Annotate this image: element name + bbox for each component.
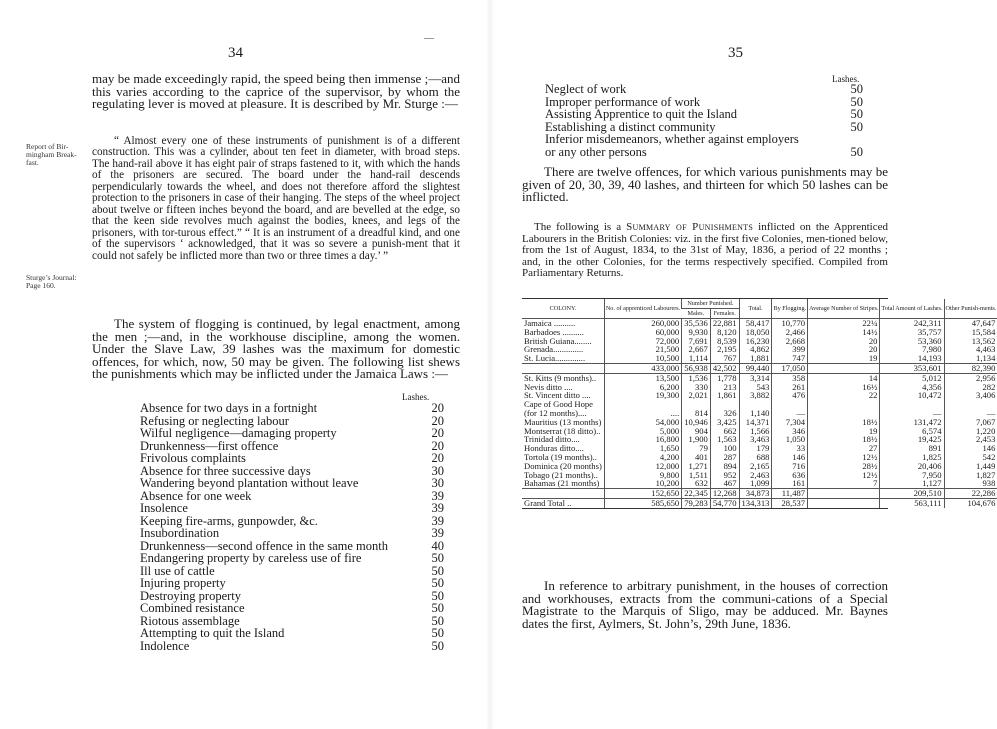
offence-name: Refusing or neglecting labour [140, 413, 289, 428]
table-cell: 22,881 [710, 319, 739, 328]
left-page-number: 34 [228, 45, 243, 61]
table-cell: 19,425 [880, 435, 944, 444]
table-cell: 467 [710, 479, 739, 488]
table-cell: 476 [772, 391, 808, 400]
table-cell [808, 400, 880, 409]
summary-title: Summary of Punishments [626, 221, 754, 233]
table-cell: 1,134 [944, 354, 997, 363]
offence-lashes: 50 [431, 601, 444, 615]
offence-lashes: 39 [431, 488, 444, 503]
left-intro-paragraph [92, 73, 460, 111]
offence-lashes: 50 [431, 626, 444, 640]
offence-name: Attempting to quit the Island [140, 626, 285, 640]
table-cell: 20 [808, 345, 880, 354]
table-cell: 146 [944, 444, 997, 453]
margin-note-sturge-journal: Sturge’s Journal: Page 160. [26, 273, 77, 290]
offence-row [545, 146, 863, 159]
flogging-text: The system of flogging is continued, by legal enactment, among the men ;—and, in the workhouse discipline, among the women. Under the Slave Law, 39 lashes was the maximum for domestic offences, for which, now, 50 may be given. The following list shews the punishments which may be inflicted under the Jamaica Laws :— [92, 316, 460, 382]
offence-name: Injuring property [140, 576, 226, 590]
offence-lashes: 30 [431, 463, 444, 478]
table-cell: 814 [682, 409, 711, 418]
table-cell: 8,120 [710, 328, 739, 337]
offence-lashes: 20 [431, 413, 444, 428]
offence-name: Destroying property [140, 588, 242, 603]
table-cell: 747 [772, 354, 808, 363]
table-cell: 242,311 [880, 319, 944, 328]
table-cell: 35,757 [880, 328, 944, 337]
table-cell: 79 [682, 444, 711, 453]
header-colony: COLONY. [522, 299, 604, 319]
book-gutter [486, 0, 494, 729]
offence-name: Drunkenness—first offence [140, 438, 279, 453]
summary-table [522, 298, 997, 509]
table-cell: 938 [944, 479, 997, 488]
table-cell: 3,882 [739, 391, 772, 400]
table-cell: 2,463 [739, 471, 772, 480]
offence-lashes: 50 [431, 588, 444, 603]
table-cell: 131,472 [880, 418, 944, 427]
offence-lashes: 40 [431, 538, 444, 553]
table-cell: 282 [944, 383, 997, 392]
table-cell: 18½ [808, 418, 880, 427]
intro-text: may be made exceedingly rapid, the speed being then immense ;—and this varies according to the caprice of the supervisor, by whom the regulating lever is moved at pleasure. It is described by Mr. Sturge :— [92, 71, 460, 112]
table-cell: 42,502 [710, 363, 739, 373]
table-cell: 543 [739, 383, 772, 392]
header-labourers: No. of apprenticed Labourers. [604, 299, 681, 319]
table-cell: 20,406 [880, 462, 944, 471]
table-cell: 7,980 [880, 345, 944, 354]
offence-lashes: 50 [850, 82, 863, 96]
table-cell: 54,000 [604, 418, 681, 427]
table-cell: 10,946 [682, 418, 711, 427]
table-cell: 563,111 [880, 498, 944, 507]
table-cell: 1,099 [739, 479, 772, 488]
table-cell: 28,537 [772, 498, 808, 507]
table-cell: 13,500 [604, 373, 681, 382]
offence-lashes: 50 [431, 563, 444, 578]
table-cell: 100 [710, 444, 739, 453]
header-total-lashes: Total Amount of Lashes. [880, 299, 944, 319]
table-cell: 346 [772, 427, 808, 436]
offence-name: Insolence [140, 501, 188, 515]
offence-name: Absence for three successive days [140, 463, 311, 478]
table-cell: — [880, 409, 944, 418]
table-cell: 8,539 [710, 337, 739, 346]
table-cell: 330 [682, 383, 711, 392]
table-cell: 146 [772, 453, 808, 462]
table-cell: 952 [710, 471, 739, 480]
table-row [522, 391, 997, 400]
table-cell: — [944, 409, 997, 418]
offence-name: Ill use of cattle [140, 563, 215, 578]
table-cell: 82,390 [944, 363, 997, 373]
table-cell: 22¼ [808, 319, 880, 328]
summary-intro-prefix: The following is a [534, 221, 622, 233]
table-cell: 4,463 [944, 345, 997, 354]
offence-name: Keeping fire-arms, gunpowder, &c. [140, 513, 318, 528]
header-average-stripes: Average Number of Stripes. [808, 299, 880, 319]
offence-name: Riotous assemblage [140, 613, 240, 628]
table-cell: British Guiana........ [524, 335, 592, 346]
table-cell: 2,021 [682, 391, 711, 400]
offence-name: Frivolous complaints [140, 451, 246, 465]
table-cell: 14,371 [739, 418, 772, 427]
page-edge-mark [424, 38, 434, 39]
table-cell: Cape of Good Hope [524, 399, 593, 410]
table-cell: 134,313 [739, 498, 772, 507]
summary-intro-rest: inflicted on the Apprenticed Labourers in the British Colonies: viz. in the first five Colonies, men-tioned below, from the 1st of August, 1834, to the 31st of May, 1836, a period of 22 months ; and, in the other Colonies, for the terms respectively specified. Compiled from Parliamentary Returns. [522, 221, 889, 280]
table-cell: Barbadoes .......... [524, 326, 584, 337]
table-cell: 21,500 [604, 345, 681, 354]
table-cell: 104,676 [944, 498, 997, 507]
offence-name: Indolence [140, 638, 190, 653]
table-cell: 1,827 [944, 471, 997, 480]
table-cell: — [772, 409, 808, 418]
table-cell: 287 [710, 453, 739, 462]
table-cell: 904 [682, 427, 711, 436]
table-cell: 12,268 [710, 489, 739, 499]
table-row [522, 489, 997, 499]
flogging-paragraph [92, 318, 460, 381]
table-cell: 209,510 [880, 489, 944, 499]
table-cell: 688 [739, 453, 772, 462]
table-cell: (for 12 months).... [524, 407, 587, 418]
offence-lashes: 39 [431, 513, 444, 528]
table-cell: 260,000 [604, 319, 681, 328]
table-cell: 9,930 [682, 328, 711, 337]
table-cell: 10,472 [880, 391, 944, 400]
offence-name: Insubordination [140, 526, 220, 540]
table-cell: 585,650 [604, 498, 681, 507]
table-cell: 17,050 [772, 363, 808, 373]
table-cell: 1,536 [682, 373, 711, 382]
offence-name: Absence for one week [140, 488, 252, 503]
table-cell: 7 [808, 479, 880, 488]
table-cell: 1,881 [739, 354, 772, 363]
table-cell: 20 [808, 337, 880, 346]
table-cell: 19,300 [604, 391, 681, 400]
table-cell: 18,050 [739, 328, 772, 337]
table-row [522, 363, 997, 373]
table-cell: 326 [710, 409, 739, 418]
table-cell: 60,000 [604, 328, 681, 337]
table-cell: 10,200 [604, 479, 681, 488]
header-males: Males. [682, 309, 711, 319]
offence-lashes: 20 [431, 451, 444, 465]
table-cell: 19 [808, 427, 880, 436]
table-cell: 14,193 [880, 354, 944, 363]
offence-lashes: 39 [431, 501, 444, 515]
table-cell: 58,417 [739, 319, 772, 328]
table-cell: 1,650 [604, 444, 681, 453]
table-cell: 161 [772, 479, 808, 488]
offence-lashes: 20 [431, 438, 444, 453]
table-cell: Jamaica .......... [524, 318, 576, 328]
offence-lashes: 50 [850, 107, 863, 121]
offence-name: Drunkenness—second offence in the same month [140, 538, 388, 553]
arbitrary-punishment-paragraph [522, 580, 888, 630]
table-cell: 1,271 [682, 462, 711, 471]
header-other-punishments: Other Punish-ments. [944, 299, 997, 319]
offence-name: Improper performance of work [545, 94, 701, 109]
table-cell: 7,950 [880, 471, 944, 480]
table-cell: 5,000 [604, 427, 681, 436]
table-cell: 433,000 [604, 363, 681, 373]
table-cell: 12,000 [604, 462, 681, 471]
table-cell: 13,562 [944, 337, 997, 346]
offence-row [140, 640, 444, 653]
offence-lashes: 50 [431, 576, 444, 590]
table-cell: Trinidad ditto.... [524, 434, 580, 445]
table-cell: 2,956 [944, 373, 997, 382]
table-cell: 399 [772, 345, 808, 354]
table-cell: 5,012 [880, 373, 944, 382]
offence-lashes: 39 [431, 526, 444, 540]
table-cell: 22,286 [944, 489, 997, 499]
table-cell: 1,140 [739, 409, 772, 418]
table-cell: 22 [808, 391, 880, 400]
right-page-number: 35 [728, 45, 743, 61]
table-cell: 213 [710, 383, 739, 392]
table-cell: 1,114 [682, 354, 711, 363]
table-cell: 1,449 [944, 462, 997, 471]
table-cell: 1,220 [944, 427, 997, 436]
offence-name: Neglect of work [545, 82, 627, 96]
table-cell: St. Lucia.............. [524, 353, 586, 364]
table-cell: 99,440 [739, 363, 772, 373]
table-cell: 2,195 [710, 345, 739, 354]
offence-lashes: 20 [431, 401, 444, 415]
table-cell: Tobago (21 months).. [524, 469, 598, 480]
table-cell: 47,647 [944, 319, 997, 328]
offence-name: Combined resistance [140, 601, 245, 615]
table-cell: 3,463 [739, 435, 772, 444]
offence-lashes: 30 [431, 476, 444, 490]
table-cell: Nevis ditto .... [524, 381, 573, 392]
table-cell: 767 [710, 354, 739, 363]
table-cell: 1,900 [682, 435, 711, 444]
table-cell: 12½ [808, 453, 880, 462]
table-cell: 7,691 [682, 337, 711, 346]
table-cell: 716 [772, 462, 808, 471]
table-cell: 1,861 [710, 391, 739, 400]
table-cell: 12½ [808, 471, 880, 480]
right-offence-list [545, 83, 863, 158]
table-cell [522, 489, 604, 499]
table-cell: 1,563 [710, 435, 739, 444]
table-cell: 19 [808, 354, 880, 363]
table-cell: 14½ [808, 328, 880, 337]
table-cell: 35,536 [682, 319, 711, 328]
twelve-offences-paragraph [522, 166, 888, 204]
table-cell: 179 [739, 444, 772, 453]
table-cell: Grand Total .. [522, 498, 604, 507]
table-cell: 33 [772, 444, 808, 453]
table-cell: 353,601 [880, 363, 944, 373]
table-cell: 16½ [808, 383, 880, 392]
summary-intro-paragraph [522, 222, 888, 280]
table-cell: Mauritius (13 months) [524, 416, 602, 427]
table-cell: 27 [808, 444, 880, 453]
table-cell: 16,230 [739, 337, 772, 346]
table-cell: 152,650 [604, 489, 681, 499]
table-cell: 53,360 [880, 337, 944, 346]
table-cell: 10,770 [772, 319, 808, 328]
left-offence-list [140, 402, 444, 652]
table-cell: 3,425 [710, 418, 739, 427]
table-cell: 14 [808, 373, 880, 382]
table-cell: 2,165 [739, 462, 772, 471]
table-cell: 22,345 [682, 489, 711, 499]
table-cell: 11,487 [772, 489, 808, 499]
offence-name: Establishing a distinct community [545, 119, 716, 134]
table-cell: Bahamas (21 months) [524, 478, 600, 489]
offence-name: Endangering property by careless use of fire [140, 551, 362, 565]
header-total: Total. [739, 299, 772, 319]
offence-lashes: 50 [850, 144, 863, 159]
table-cell: 1,127 [880, 479, 944, 488]
table-cell: 1,511 [682, 471, 711, 480]
offence-lashes: 50 [850, 119, 863, 134]
table-cell: St. Kitts (9 months).. [522, 373, 604, 382]
table-row [522, 498, 997, 507]
table-cell: 401 [682, 453, 711, 462]
table-cell: 4,200 [604, 453, 681, 462]
arbitrary-punishment-text: In reference to arbitrary punishment, in the houses of correction and workhouses, extracts from the communi-cations of a Special Magistrate to the Marquis of Sligo, may be adduced. Mr. Baynes dates the first, Aylmers, St. John’s, 29th June, 1836. [522, 578, 888, 631]
table-cell: Montserrat (18 ditto).. [524, 425, 601, 436]
offence-name: Inferior misdemeanors, whether against employers [545, 132, 799, 146]
table-cell: 1,050 [772, 435, 808, 444]
table-cell: 891 [880, 444, 944, 453]
table-cell: 6,200 [604, 383, 681, 392]
right-lashes-header: Lashes. [832, 74, 860, 84]
offence-lashes: 50 [850, 94, 863, 109]
table-cell [808, 498, 880, 507]
table-cell [808, 489, 880, 499]
offence-lashes: 50 [431, 613, 444, 628]
table-cell: 1,778 [710, 373, 739, 382]
table-cell: 15,584 [944, 328, 997, 337]
quote-text: “ Almost every one of these instruments of punishment is of a different construction. This was a cylinder, about ten feet in diameter, with broad steps. The hand-rail above it has eight pair of straps fastened to it, with which the hands of the prisoners are secured. The board under the hand-rail descends perpendicularly towards the wheel, and does not therefore afford the slightest protection to the prisoners in case of their hanging. The steps of the wheel project about twelve or fifteen inches beyond the board, and are bevelled at the edge, so that the keen side revolves much against the bodies, knees, and legs of the prisoners, with tor-turous effect.” “ It is an instrument of a dreadful kind, and one of the supervisors ‘ acknowledged, that it was so severe a punish-ment that it could not safely be inflicted more than two or three times a day.’ ” [92, 135, 460, 262]
table-cell: Dominica (20 months) [524, 460, 602, 471]
table-cell: 56,938 [682, 363, 711, 373]
table-cell: 662 [710, 427, 739, 436]
table-cell: 261 [772, 383, 808, 392]
offence-name: or any other persons [545, 144, 647, 159]
table-cell: Grenada.............. [524, 344, 584, 355]
table-cell: 894 [710, 462, 739, 471]
table-cell: Tortola (19 months).. [524, 451, 597, 462]
table-cell: 16,800 [604, 435, 681, 444]
table-cell: 358 [772, 373, 808, 382]
table-cell: .... [604, 409, 681, 418]
table-cell: 34,873 [739, 489, 772, 499]
sturge-quote [92, 136, 460, 262]
table-cell: Honduras ditto.... [524, 443, 584, 454]
table-cell: 3,406 [944, 391, 997, 400]
offence-name: Wandering beyond plantation without leave [140, 476, 359, 490]
left-lashes-header: Lashes. [402, 392, 430, 402]
table-cell: 632 [682, 479, 711, 488]
table-cell: 18½ [808, 435, 880, 444]
offence-name: Assisting Apprentice to quit the Island [545, 107, 737, 121]
twelve-offences-text: There are twelve offences, for which various punishments may be given of 20, 30, 39, 40 lashes, and thirteen for which 50 lashes can be inflicted. [522, 164, 888, 205]
table-cell: 542 [944, 453, 997, 462]
offence-lashes: 50 [431, 551, 444, 565]
table-cell: 10,500 [604, 354, 681, 363]
offence-name: Absence for two days in a fortnight [140, 401, 318, 415]
table-cell: 1,825 [880, 453, 944, 462]
table-cell: 3,314 [739, 373, 772, 382]
offence-lashes: 50 [431, 638, 444, 653]
table-cell [808, 363, 880, 373]
table-cell: 7,304 [772, 418, 808, 427]
table-cell: 9,800 [604, 471, 681, 480]
table-cell: 28½ [808, 462, 880, 471]
header-by-flogging: By Flogging. [772, 299, 808, 319]
table-cell: 72,000 [604, 337, 681, 346]
table-cell: 636 [772, 471, 808, 480]
table-cell: 4,862 [739, 345, 772, 354]
table-cell: 2,466 [772, 328, 808, 337]
table-cell: 4,356 [880, 383, 944, 392]
table-cell: 79,283 [682, 498, 711, 507]
offence-name: Wilful negligence—damaging property [140, 426, 337, 440]
table-cell: 2,667 [682, 345, 711, 354]
table-cell: 6,574 [880, 427, 944, 436]
table-cell: 2,453 [944, 435, 997, 444]
table-cell: 1,566 [739, 427, 772, 436]
header-number-punished: Number Punished. [682, 299, 739, 309]
margin-note-birmingham: Report of Bir-mingham Break-fast. [26, 142, 77, 167]
offence-lashes: 20 [431, 426, 444, 440]
table-cell: St. Vincent ditto .... [524, 390, 591, 401]
table-cell: 2,668 [772, 337, 808, 346]
table-cell [522, 363, 604, 373]
table-cell: 54,770 [710, 498, 739, 507]
header-females: Females. [710, 309, 739, 319]
table-cell: 7,067 [944, 418, 997, 427]
